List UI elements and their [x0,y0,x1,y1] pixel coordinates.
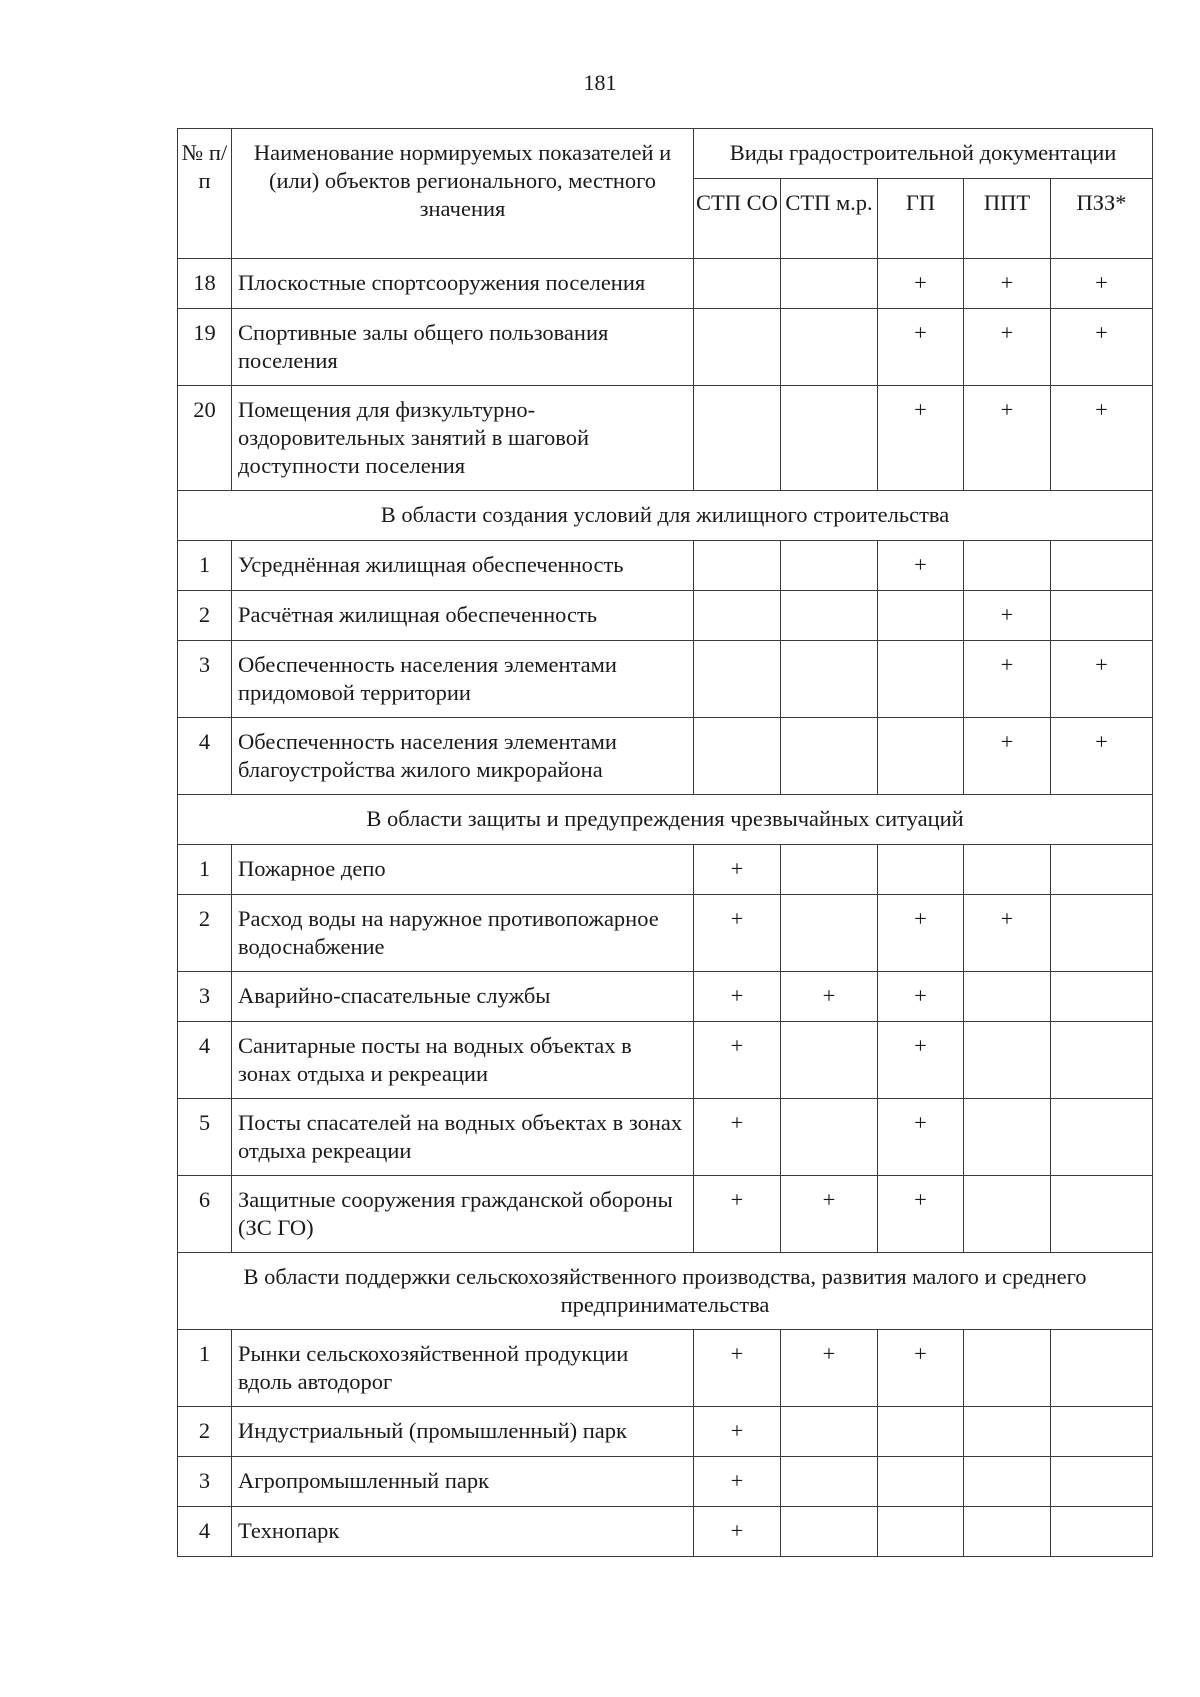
row-mark: + [878,972,964,1022]
row-name: Расчётная жилищная обеспеченность [232,591,694,641]
row-mark [964,1330,1051,1407]
row-number: 2 [178,895,232,972]
table-row [178,259,1153,309]
row-name: Рынки сельскохозяйственной продукции вдоль автодорог [232,1330,694,1407]
header-name: Наименование нормируемых показателей и (или) объектов регионального, местного значения [232,129,694,259]
row-mark: + [694,972,781,1022]
row-number: 4 [178,718,232,795]
row-mark [878,1407,964,1457]
table-row [178,1022,1153,1099]
row-mark [878,641,964,718]
row-name: Посты спасателей на водных объектах в зонах отдыха рекреации [232,1099,694,1176]
row-name: Обеспеченность населения элементами благоустройства жилого микрорайона [232,718,694,795]
row-mark [781,1457,878,1507]
row-number: 2 [178,1407,232,1457]
row-name: Обеспеченность населения элементами придомовой территории [232,641,694,718]
row-mark: + [964,591,1051,641]
row-mark [878,845,964,895]
table-row [178,845,1153,895]
row-mark [964,845,1051,895]
table-body [178,129,1153,1557]
header-row [178,129,1153,179]
row-mark [781,1407,878,1457]
table-row [178,718,1153,795]
row-mark [781,845,878,895]
row-mark [1051,541,1153,591]
row-mark: + [694,1330,781,1407]
section-row [178,491,1153,541]
row-mark: + [878,1099,964,1176]
row-name: Технопарк [232,1507,694,1557]
row-mark [1051,1022,1153,1099]
row-mark [964,1407,1051,1457]
row-mark: + [694,1457,781,1507]
row-mark [781,591,878,641]
row-name: Защитные сооружения гражданской обороны (ЗС ГО) [232,1176,694,1253]
row-mark: + [964,895,1051,972]
row-mark: + [964,309,1051,386]
table-row [178,1407,1153,1457]
norms-table [177,128,1153,1557]
row-number: 3 [178,1457,232,1507]
row-name: Усреднённая жилищная обеспеченность [232,541,694,591]
table-row [178,386,1153,491]
table-row [178,1176,1153,1253]
row-mark: + [878,309,964,386]
row-mark: + [694,845,781,895]
row-mark [694,718,781,795]
table-row [178,641,1153,718]
row-mark: + [878,1022,964,1099]
row-number: 20 [178,386,232,491]
row-name: Спортивные залы общего пользования поселения [232,309,694,386]
row-number: 19 [178,309,232,386]
row-mark: + [694,1099,781,1176]
row-mark [1051,591,1153,641]
row-mark [964,1022,1051,1099]
header-col-pzz: ПЗЗ* [1051,179,1153,259]
table-row [178,541,1153,591]
row-mark [964,1457,1051,1507]
row-mark [694,386,781,491]
section-title: В области поддержки сельскохозяйственного производства, развития малого и среднего предпринимательства [178,1253,1153,1330]
row-mark [781,1099,878,1176]
header-col-ppt: ППТ [964,179,1051,259]
row-mark [694,641,781,718]
row-number: 6 [178,1176,232,1253]
row-mark [781,386,878,491]
row-mark: + [1051,718,1153,795]
row-mark [781,718,878,795]
row-mark: + [694,1407,781,1457]
row-mark [878,1507,964,1557]
row-mark [1051,845,1153,895]
row-mark [964,1099,1051,1176]
row-mark: + [1051,386,1153,491]
row-mark: + [781,1330,878,1407]
row-mark: + [878,541,964,591]
row-mark [781,259,878,309]
row-mark [1051,1099,1153,1176]
row-mark [1051,1407,1153,1457]
row-name: Расход воды на наружное противопожарное водоснабжение [232,895,694,972]
row-name: Аварийно-спасательные службы [232,972,694,1022]
row-mark: + [878,1330,964,1407]
row-mark: + [964,718,1051,795]
row-number: 3 [178,641,232,718]
row-mark: + [1051,309,1153,386]
row-mark [878,718,964,795]
section-title: В области защиты и предупреждения чрезвычайных ситуаций [178,795,1153,845]
row-mark [1051,1457,1153,1507]
row-name: Помещения для физкультурно-оздоровительных занятий в шаговой доступности поселения [232,386,694,491]
row-name: Пожарное депо [232,845,694,895]
row-number: 1 [178,541,232,591]
row-mark: + [781,1176,878,1253]
row-mark: + [964,641,1051,718]
row-mark [781,895,878,972]
row-mark [964,541,1051,591]
section-title: В области создания условий для жилищного строительства [178,491,1153,541]
row-mark: + [878,1176,964,1253]
row-mark [781,541,878,591]
row-name: Санитарные посты на водных объектах в зонах отдыха и рекреации [232,1022,694,1099]
row-mark [878,591,964,641]
row-mark: + [694,1507,781,1557]
header-col-stp-so: СТП СО [694,179,781,259]
row-mark: + [878,259,964,309]
table-row [178,1099,1153,1176]
row-mark: + [781,972,878,1022]
row-number: 1 [178,845,232,895]
row-mark: + [694,895,781,972]
row-number: 2 [178,591,232,641]
row-number: 1 [178,1330,232,1407]
row-mark [1051,1176,1153,1253]
table-row [178,1457,1153,1507]
section-row [178,1253,1153,1330]
page-number: 181 [583,70,617,95]
row-mark: + [694,1176,781,1253]
header-num: № п/п [178,129,232,259]
row-number: 4 [178,1022,232,1099]
header-doc-types: Виды градостроительной документации [694,129,1153,179]
row-mark: + [1051,259,1153,309]
row-name: Агропромышленный парк [232,1457,694,1507]
row-number: 4 [178,1507,232,1557]
row-mark [964,972,1051,1022]
row-mark [878,1457,964,1507]
table-row [178,1507,1153,1557]
row-mark [1051,895,1153,972]
row-mark: + [878,386,964,491]
row-mark: + [964,386,1051,491]
row-mark [781,641,878,718]
table-row [178,591,1153,641]
row-number: 5 [178,1099,232,1176]
table-row [178,972,1153,1022]
row-mark [964,1507,1051,1557]
row-mark: + [694,1022,781,1099]
row-mark: + [1051,641,1153,718]
header-col-gp: ГП [878,179,964,259]
row-mark [694,259,781,309]
row-mark: + [878,895,964,972]
row-mark [694,541,781,591]
row-mark [694,591,781,641]
row-name: Плоскостные спортсооружения поселения [232,259,694,309]
table-row [178,1330,1153,1407]
row-mark [781,1507,878,1557]
table-row [178,895,1153,972]
row-mark [781,309,878,386]
row-mark: + [964,259,1051,309]
header-col-stp-mr: СТП м.р. [781,179,878,259]
row-name: Индустриальный (промышленный) парк [232,1407,694,1457]
section-row [178,795,1153,845]
row-mark [1051,1507,1153,1557]
row-mark [1051,1330,1153,1407]
row-mark [694,309,781,386]
row-mark [1051,972,1153,1022]
row-number: 18 [178,259,232,309]
row-number: 3 [178,972,232,1022]
table-row [178,309,1153,386]
row-mark [964,1176,1051,1253]
row-mark [781,1022,878,1099]
